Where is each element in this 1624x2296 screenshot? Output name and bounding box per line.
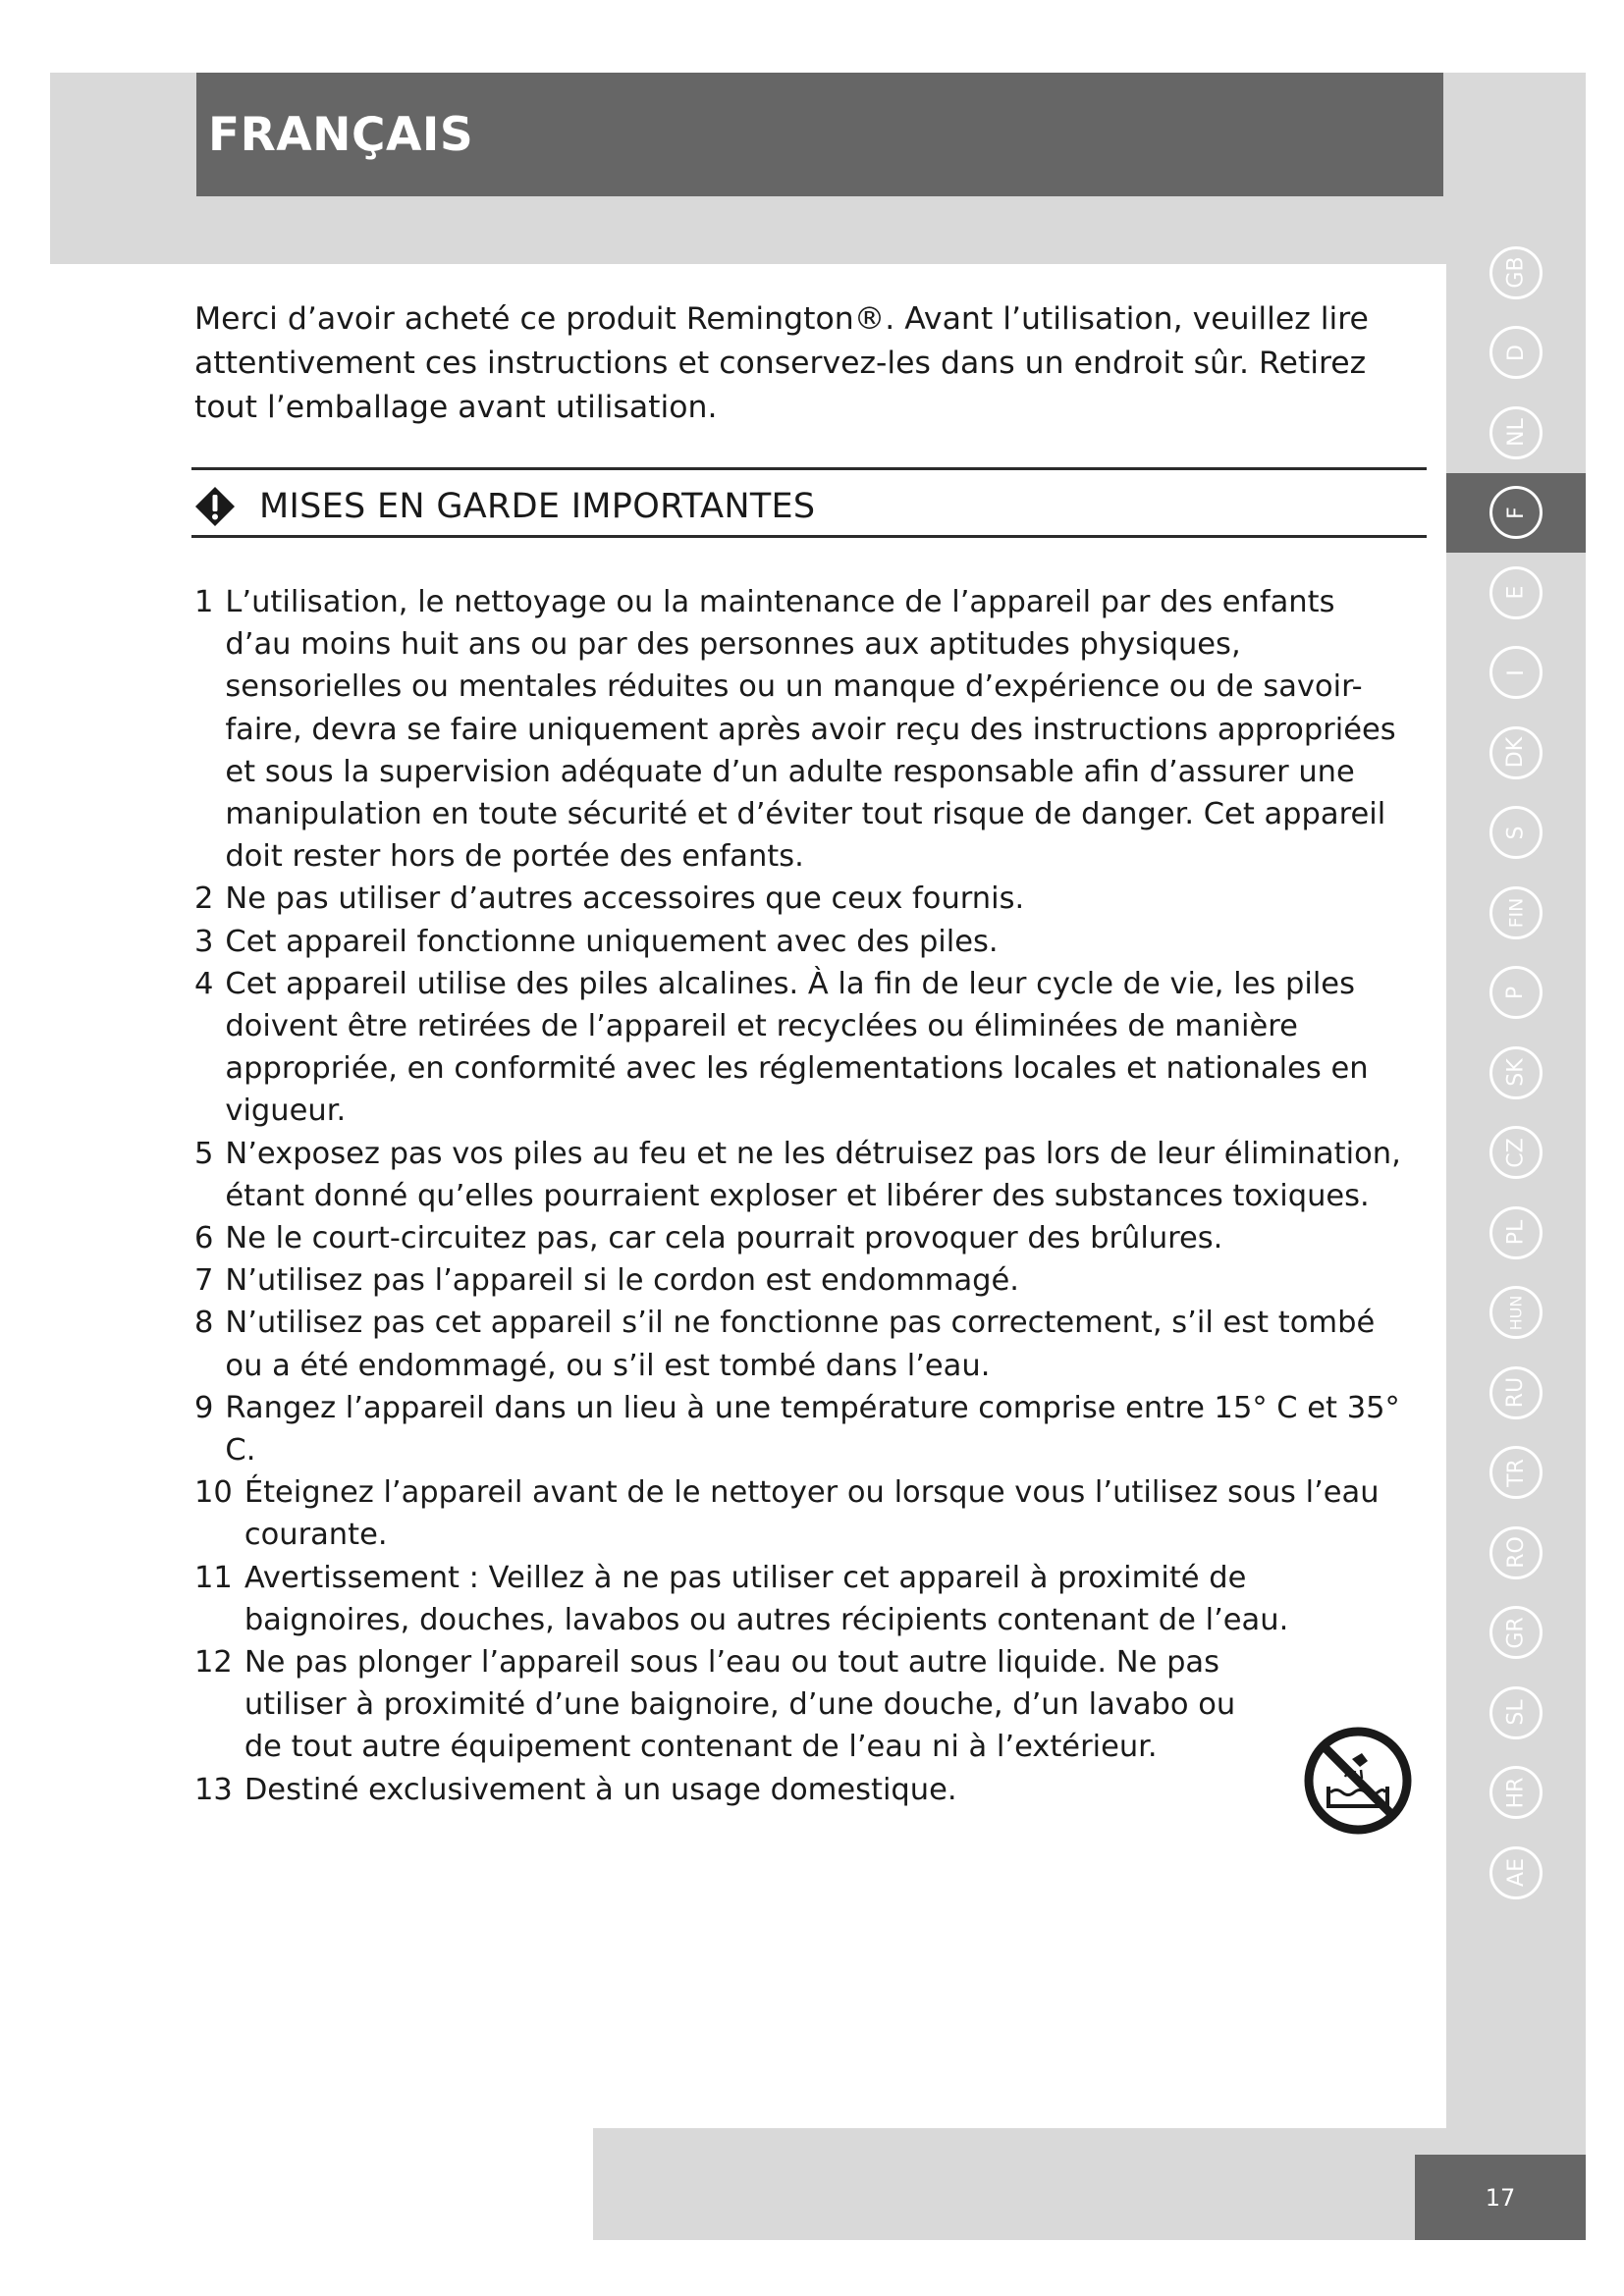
lang-tab-tr[interactable]: [1446, 1433, 1586, 1514]
lang-circle: [1489, 646, 1543, 699]
lang-circle: [1489, 1446, 1543, 1499]
page-number: 17: [1485, 2183, 1516, 2212]
lang-tab-hun[interactable]: [1446, 1273, 1586, 1354]
lang-label: GB: [1503, 256, 1529, 289]
lang-circle: [1489, 806, 1543, 859]
lang-circle: [1489, 566, 1543, 619]
list-item: [194, 1471, 1402, 1556]
lang-label: S: [1503, 826, 1529, 840]
lang-circle: [1489, 486, 1543, 539]
item-number: 8: [194, 1306, 214, 1341]
lang-circle: [1489, 1046, 1543, 1099]
lang-tab-p[interactable]: [1446, 953, 1586, 1034]
item-number: 7: [194, 1263, 214, 1299]
lang-label: D: [1503, 344, 1529, 361]
item-text: Destiné exclusivement à un usage domestique.: [244, 1772, 957, 1807]
lang-circle: [1489, 1606, 1543, 1659]
section-rule-top: [191, 467, 1427, 470]
lang-tab-gb[interactable]: [1446, 233, 1586, 313]
lang-circle: [1489, 886, 1543, 939]
section-rule-bottom: [191, 535, 1427, 538]
page-number-box: [1415, 2155, 1586, 2240]
item-text: L’utilisation, le nettoyage ou la maintenance de l’appareil par des enfants d’au moins huit ans ou par des personnes aux aptitudes physiques, sensorielles ou mentales réduites ou un manque d’expérience ou de savoir-faire, devra se faire uniquement après avoir reçu des instructions appropriées et sous la supervision adéquate d’un adulte responsable afin d’assurer une manipulation en toute sécurité et d’éviter tout risque de danger. Cet appareil doit rester hors de portée des enfants.: [225, 585, 1396, 875]
lang-tab-ro[interactable]: [1446, 1513, 1586, 1593]
item-text: Avertissement : Veillez à ne pas utiliser cet appareil à proximité de baignoires, douches, lavabos ou autres récipients contenant de l’eau.: [244, 1560, 1289, 1637]
list-item: [194, 1302, 1402, 1386]
lang-tab-pl[interactable]: [1446, 1193, 1586, 1273]
lang-circle: [1489, 1766, 1543, 1819]
language-tabs: [1446, 233, 1586, 1913]
lang-circle: [1489, 406, 1543, 459]
lang-tab-sk[interactable]: [1446, 1033, 1586, 1113]
lang-label: TR: [1503, 1458, 1529, 1487]
list-item: [194, 1769, 1402, 1811]
list-item: [194, 1557, 1402, 1641]
lang-label: DK: [1503, 737, 1529, 769]
item-number: 2: [194, 881, 214, 917]
lang-label: GR: [1503, 1617, 1529, 1649]
item-number: 9: [194, 1390, 214, 1425]
lang-label: PL: [1503, 1219, 1529, 1246]
lang-tab-gr[interactable]: [1446, 1593, 1586, 1674]
lang-tab-ru[interactable]: [1446, 1353, 1586, 1433]
lang-circle: [1489, 1366, 1543, 1419]
lang-tab-sl[interactable]: [1446, 1673, 1586, 1753]
item-number: 12: [194, 1645, 233, 1681]
lang-label: RU: [1503, 1377, 1529, 1409]
lang-tab-ae[interactable]: [1446, 1833, 1586, 1913]
item-text: N’utilisez pas cet appareil s’il ne fonctionne pas correctement, s’il est tombé ou a été endommagé, ou s’il est tombé dans l’eau.: [225, 1306, 1376, 1383]
item-number: 10: [194, 1475, 233, 1511]
warning-heading-row: [194, 479, 815, 534]
lang-tab-fin[interactable]: [1446, 873, 1586, 953]
lang-label: CZ: [1503, 1138, 1529, 1168]
item-text: Rangez l’appareil dans un lieu à une température comprise entre 15° C et 35° C.: [225, 1390, 1400, 1468]
list-item: [194, 1387, 1402, 1471]
lang-circle: [1489, 1526, 1543, 1579]
list-item: [194, 1217, 1402, 1259]
title-bar: [196, 73, 1443, 196]
lang-circle: [1489, 1286, 1543, 1339]
lang-tab-i[interactable]: [1446, 633, 1586, 714]
lang-label: NL: [1503, 418, 1529, 448]
lang-circle: [1489, 726, 1543, 779]
lang-label: HR: [1503, 1777, 1529, 1809]
item-text: Ne pas utiliser d’autres accessoires que ceux fournis.: [225, 881, 1025, 917]
lang-circle: [1489, 1126, 1543, 1179]
item-number: 6: [194, 1221, 214, 1256]
intro-paragraph: Merci d’avoir acheté ce produit Remington®. Avant l’utilisation, veuillez lire attentivement ces instructions et conservez-les dans un endroit sûr. Retirez tout l’emballage avant utilisation.: [194, 301, 1369, 425]
lang-label: E: [1503, 585, 1529, 600]
lang-label: SK: [1503, 1058, 1529, 1087]
item-text: Cet appareil utilise des piles alcalines. À la fin de leur cycle de vie, les piles doivent être retirées de l’appareil et recyclées ou éliminées de manière appropriée, en conformité avec les réglementations locales et nationales en vigueur.: [225, 966, 1369, 1129]
lang-tab-s[interactable]: [1446, 793, 1586, 874]
item-text: Cet appareil fonctionne uniquement avec des piles.: [225, 924, 999, 959]
lang-tab-nl[interactable]: [1446, 393, 1586, 473]
page-title: FRANÇAIS: [208, 107, 474, 162]
lang-tab-dk[interactable]: [1446, 713, 1586, 793]
lang-circle: [1489, 326, 1543, 379]
item-number: 1: [194, 585, 214, 619]
lang-label: AE: [1503, 1858, 1529, 1888]
lang-tab-hr[interactable]: [1446, 1753, 1586, 1834]
item-text: Ne le court-circuitez pas, car cela pourrait provoquer des brûlures.: [225, 1221, 1223, 1256]
list-item: [194, 1133, 1402, 1217]
lang-tab-d[interactable]: [1446, 313, 1586, 394]
lang-circle: [1489, 1686, 1543, 1739]
item-number: 4: [194, 966, 214, 1001]
list-item: [194, 581, 1402, 878]
list-item: [194, 1259, 1402, 1302]
lang-label: F: [1503, 506, 1529, 519]
warning-list: [194, 581, 1402, 1811]
item-number: 13: [194, 1772, 233, 1807]
lang-circle: [1489, 1206, 1543, 1259]
warning-heading: MISES EN GARDE IMPORTANTES: [259, 487, 816, 526]
list-item: [194, 921, 1402, 963]
no-water-immersion-icon: [1303, 1726, 1413, 1836]
item-number: 5: [194, 1136, 214, 1171]
lang-tab-cz[interactable]: [1446, 1113, 1586, 1194]
lang-label: HUN: [1506, 1295, 1526, 1331]
item-text: N’exposez pas vos piles au feu et ne les détruisez pas lors de leur élimination, étant donné qu’elles pourraient exploser et libérer des substances toxiques.: [225, 1136, 1401, 1213]
list-item: [194, 878, 1402, 920]
item-text: N’utilisez pas l’appareil si le cordon est endommagé.: [225, 1263, 1019, 1299]
lang-circle: [1489, 966, 1543, 1019]
list-item: [194, 1641, 1402, 1769]
lang-tab-e[interactable]: [1446, 553, 1586, 633]
warning-diamond-icon: [194, 486, 236, 527]
item-text: Ne pas plonger l’appareil sous l’eau ou tout autre liquide. Ne pas utiliser à proximité d’une baignoire, d’une douche, d’un lavabo ou de tout autre équipement contenant de l’eau ni à l’extérieur.: [244, 1645, 1236, 1765]
lang-label: I: [1503, 669, 1529, 676]
lang-label: P: [1503, 986, 1529, 999]
item-text: Éteignez l’appareil avant de le nettoyer ou lorsque vous l’utilisez sous l’eau courante.: [244, 1475, 1380, 1553]
lang-circle: [1489, 246, 1543, 299]
lang-label: RO: [1503, 1536, 1529, 1570]
lang-label: SL: [1503, 1699, 1529, 1726]
item-number: 3: [194, 924, 214, 959]
lang-tab-f[interactable]: [1446, 473, 1586, 554]
lang-label: FIN: [1505, 897, 1527, 929]
lang-circle: [1489, 1846, 1543, 1899]
list-item: [194, 963, 1402, 1133]
item-number: 11: [194, 1560, 233, 1595]
